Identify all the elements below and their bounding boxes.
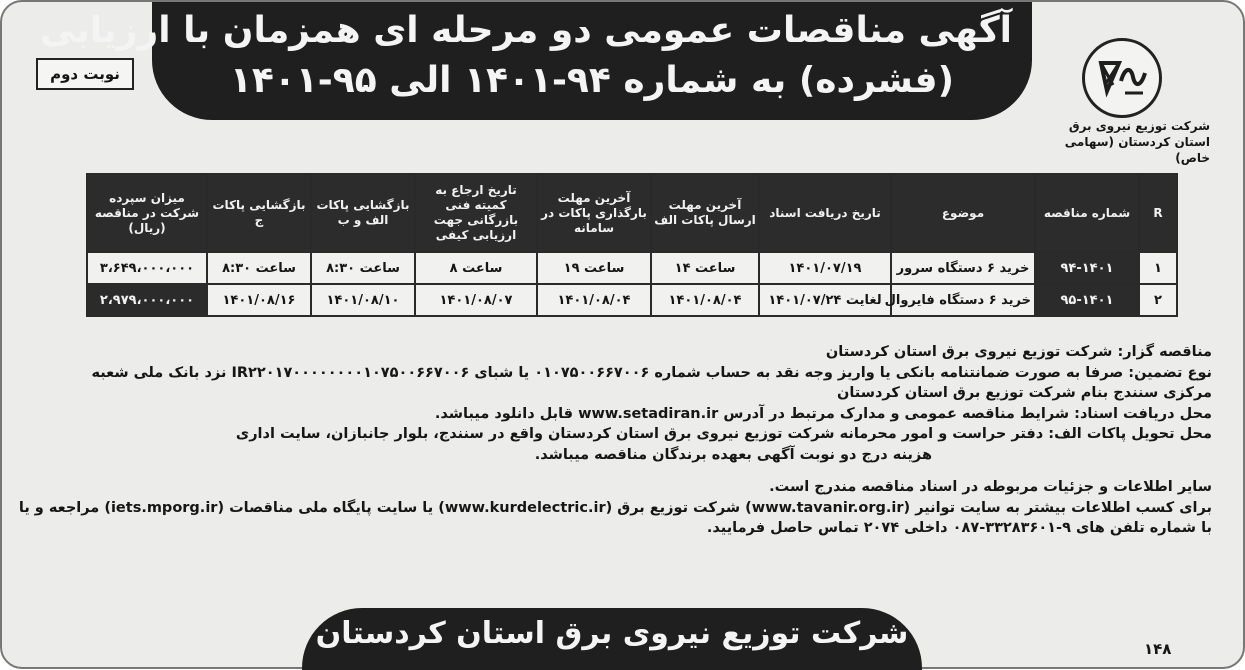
electric-company-logo-icon — [1082, 38, 1162, 118]
tender-subject: خرید ۶ دستگاه فایروال — [891, 284, 1035, 316]
committee-date: ۱۴۰۱/۰۸/۰۷ — [415, 284, 537, 316]
info-guarantee: نوع تضمین: صرفا به صورت ضمانتنامه بانکی یا واریز وجه نقد به حساب شماره ۰۱۰۷۵۰۰۶۶۷۰۰۶ یا شبای IR۲۲۰۱۷۰۰۰۰۰۰۰۰۱۰۷۵۰۰۶۶۷۰۰۶ نزد بانک ملی شعبه — [91, 364, 1212, 381]
deposit-amount: ۳،۶۴۹،۰۰۰،۰۰۰ — [87, 252, 207, 284]
table-header-cell: R — [1139, 174, 1177, 252]
info-section — [18, 342, 1212, 539]
table-row — [87, 252, 1177, 284]
send-deadline-date: ۱۴۰۱/۰۸/۰۴ — [651, 284, 759, 316]
info-tenderer: مناقصه گزار: شرکت توزیع نیروی برق استان کردستان — [825, 344, 1212, 360]
table-header-cell: بازگشایی پاکات الف و ب — [311, 174, 415, 252]
table-header-cell: میزان سپرده شرکت در مناقصه (ریال) — [87, 174, 207, 252]
receive-date: لغایت ۱۴۰۱/۰۷/۲۴ — [759, 284, 891, 316]
notice-title: آگهی مناقصات عمومی دو مرحله ای همزمان با ارزیابی — [39, 10, 1012, 51]
tender-number: ۹۵-۱۴۰۱ — [1035, 284, 1139, 316]
tender-subject: خرید ۶ دستگاه سرور — [891, 252, 1035, 284]
info-websites: برای کسب اطلاعات بیشتر به سایت توانیر (www.tavanir.org.ir) شرکت توزیع برق (www.kurdelectric.ir) یا سایت پایگاه ملی مناقصات (iets.mporg.ir) مراجعه و یا — [18, 499, 1212, 516]
table-header-row — [87, 174, 1177, 252]
info-other: سایر اطلاعات و جزئیات مربوطه در اسناد مناقصه مندرج است. — [769, 479, 1212, 495]
ad-number: ۱۴۸ — [1144, 640, 1172, 658]
company-name-small — [1030, 118, 1210, 166]
info-guarantee-cont: مرکزی سنندج بنام شرکت توزیع برق استان کردستان — [836, 385, 1212, 401]
company-name-line1: شرکت توزیع نیروی برق — [1068, 119, 1210, 133]
footer-company-name: شرکت توزیع نیروی برق استان کردستان — [315, 616, 909, 651]
receive-date: ۱۴۰۱/۰۷/۱۹ — [759, 252, 891, 284]
tender-table — [86, 173, 1178, 317]
table-header-cell: تاریخ ارجاع به کمیته فنی بازرگانی جهت ارزیابی کیفی — [415, 174, 537, 252]
notice-subtitle: (فشرده) به شماره ۹۴-۱۴۰۱ الی ۹۵-۱۴۰۱ — [229, 60, 955, 101]
deposit-amount: ۲،۹۷۹،۰۰۰،۰۰۰ — [87, 284, 207, 316]
turn-badge: نوبت دوم — [36, 58, 134, 90]
table-header-cell: آخرین مهلت بارگذاری پاکات در سامانه — [537, 174, 651, 252]
info-delivery: محل تحویل پاکات الف: دفتر حراست و امور محرمانه شرکت توزیع نیروی برق استان کردستان واقع در سنندج، بلوار جانبازان، سایت اداری — [235, 426, 1212, 442]
upload-deadline-time: ساعت ۱۹ — [537, 252, 651, 284]
row-index: ۱ — [1139, 252, 1177, 284]
opening-ab-time: ساعت ۸:۳۰ — [311, 252, 415, 284]
upload-deadline-date: ۱۴۰۱/۰۸/۰۴ — [537, 284, 651, 316]
opening-ab-date: ۱۴۰۱/۰۸/۱۰ — [311, 284, 415, 316]
info-documents: محل دریافت اسناد: شرایط مناقصه عمومی و مدارک مرتبط در آدرس www.setadiran.ir قابل دانلود میباشد. — [434, 405, 1212, 422]
table-header-cell: موضوع — [891, 174, 1035, 252]
company-name-line2: استان کردستان (سهامی خاص) — [1064, 135, 1210, 165]
table-header-cell: بازگشایی پاکات ج — [207, 174, 311, 252]
row-index: ۲ — [1139, 284, 1177, 316]
table-header-cell: شماره مناقصه — [1035, 174, 1139, 252]
info-phone: با شماره تلفن های ۹-۳۳۲۸۳۶۰۱-۰۸۷ داخلی ۲۰۷۴ تماس حاصل فرمایید. — [706, 520, 1212, 536]
opening-c-time: ساعت ۸:۳۰ — [207, 252, 311, 284]
send-deadline-time: ساعت ۱۴ — [651, 252, 759, 284]
table-header-cell: تاریخ دریافت اسناد — [759, 174, 891, 252]
info-cost: هزینه درج دو نوبت آگهی بعهده برندگان مناقصه میباشد. — [534, 446, 932, 463]
committee-time: ساعت ۸ — [415, 252, 537, 284]
tender-number: ۹۴-۱۴۰۱ — [1035, 252, 1139, 284]
table-row — [87, 284, 1177, 316]
opening-c-date: ۱۴۰۱/۰۸/۱۶ — [207, 284, 311, 316]
table-header-cell: آخرین مهلت ارسال پاکات الف — [651, 174, 759, 252]
